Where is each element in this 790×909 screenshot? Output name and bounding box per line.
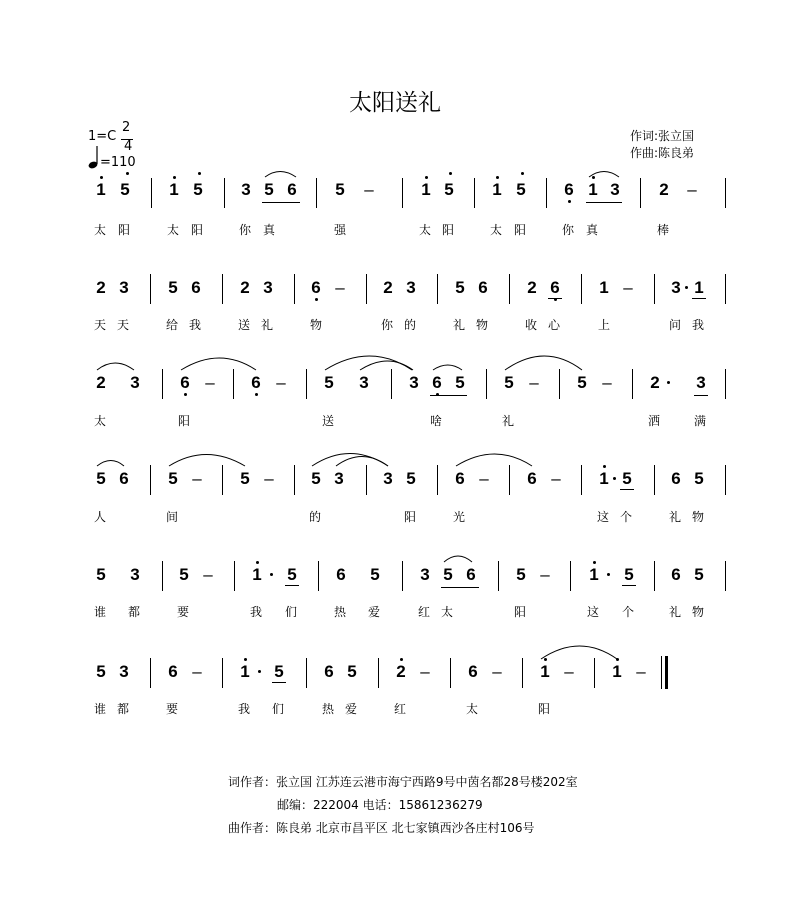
lyric: 这 [587, 605, 600, 619]
note: 1 [96, 180, 106, 199]
note: 2 [383, 278, 393, 297]
note: 2 [96, 278, 106, 297]
lyric: 阳 [404, 510, 417, 524]
note: 1 [599, 469, 609, 488]
lyric: 物 [692, 605, 705, 619]
lyric: 谁 [94, 702, 107, 716]
key-signature: 1=C [88, 129, 117, 144]
note: 1 [252, 565, 262, 584]
note: 6 [550, 278, 560, 297]
note: 5 [274, 662, 284, 681]
note: 5 [622, 469, 632, 488]
note: 5 [455, 278, 465, 297]
note: 5 [264, 180, 274, 199]
lyric: 真 [586, 223, 599, 237]
lyric: 太 [94, 414, 107, 428]
note: 5 [324, 373, 334, 392]
lyric: 问 [669, 318, 682, 332]
note: 5 [168, 278, 178, 297]
lyric: 阳 [178, 414, 191, 428]
lyric: 满 [694, 414, 707, 428]
note: 3 [383, 469, 393, 488]
lyric: 太 [466, 702, 479, 716]
note: 5 [694, 469, 704, 488]
note: 5 [193, 180, 203, 199]
note: 5 [96, 662, 106, 681]
song-title: 太阳送礼 [349, 90, 441, 116]
note: 5 [311, 469, 321, 488]
lyric: 爱 [345, 702, 358, 716]
lyric: 礼 [502, 414, 515, 428]
note: 5 [96, 469, 106, 488]
lyric: 太 [419, 223, 432, 237]
lyric: 棒 [657, 223, 670, 237]
lyric: 上 [598, 318, 611, 332]
note: 3 [241, 180, 251, 199]
lyric: 都 [117, 702, 130, 716]
note: 6 [478, 278, 488, 297]
note: 6 [432, 373, 442, 392]
lyric: 爱 [368, 605, 381, 619]
note: 5 [168, 469, 178, 488]
lyric: 礼 [453, 318, 466, 332]
note: 5 [455, 373, 465, 392]
lyric: 光 [453, 510, 466, 524]
lyric: 们 [272, 702, 285, 716]
note: 5 [624, 565, 634, 584]
lyric: 这 [597, 510, 610, 524]
lyric: 送 [238, 318, 251, 332]
note: 1 [599, 278, 609, 297]
note: 6 [324, 662, 334, 681]
note: 2 [659, 180, 669, 199]
note: 5 [694, 565, 704, 584]
lyric: 洒 [648, 414, 661, 428]
note: 6 [191, 278, 201, 297]
note: 5 [577, 373, 587, 392]
lyric: 收 [525, 318, 538, 332]
lyric: 你 [239, 223, 252, 237]
note: 6 [168, 662, 178, 681]
lyric: 心 [548, 318, 561, 332]
note: 1 [240, 662, 250, 681]
lyric: 强 [334, 223, 347, 237]
note: 5 [179, 565, 189, 584]
note: 6 [468, 662, 478, 681]
note: 3 [263, 278, 273, 297]
note: 6 [671, 469, 681, 488]
note: 6 [251, 373, 261, 392]
note: 2 [527, 278, 537, 297]
lyricist-contact: 邮编：222004 电话：15861236279 [277, 798, 483, 812]
lyric: 热 [334, 605, 347, 619]
note: 3 [406, 278, 416, 297]
note: 3 [334, 469, 344, 488]
lyric: 送 [322, 414, 335, 428]
note: 6 [336, 565, 346, 584]
composer-address: 曲作者：陈良弟 北京市昌平区 北七家镇西沙各庄村106号 [228, 821, 535, 835]
note: 3 [409, 373, 419, 392]
lyric: 太 [441, 605, 454, 619]
note: 1 [694, 278, 704, 297]
lyric: 太 [94, 223, 107, 237]
lyric: 给 [166, 318, 179, 332]
note: 3 [671, 278, 681, 297]
note: 6 [671, 565, 681, 584]
note: 6 [564, 180, 574, 199]
note: 5 [443, 565, 453, 584]
note: 2 [650, 373, 660, 392]
note: 5 [287, 565, 297, 584]
lyric: 我 [189, 318, 202, 332]
note: 5 [406, 469, 416, 488]
lyric: 人 [94, 510, 107, 524]
note: 1 [612, 662, 622, 681]
note: 3 [420, 565, 430, 584]
lyric: 要 [166, 702, 179, 716]
lyric: 物 [692, 510, 705, 524]
lyric: 真 [263, 223, 276, 237]
note: 3 [119, 278, 129, 297]
note: 1 [588, 180, 598, 199]
lyric: 都 [128, 605, 141, 619]
lyric: 的 [404, 318, 417, 332]
note: 3 [610, 180, 620, 199]
note: 1 [492, 180, 502, 199]
note: 5 [516, 180, 526, 199]
lyric: 天 [94, 318, 107, 332]
lyric: 阳 [118, 223, 131, 237]
note: 1 [169, 180, 179, 199]
note: 6 [180, 373, 190, 392]
lyric: 阳 [514, 223, 527, 237]
note: 5 [504, 373, 514, 392]
note: 3 [130, 565, 140, 584]
lyric: 谁 [94, 605, 107, 619]
note: 3 [359, 373, 369, 392]
note: 2 [240, 278, 250, 297]
composer-credit: 作曲:陈良弟 [630, 146, 695, 160]
time-signature-top: 2 [122, 120, 131, 135]
note: 6 [287, 180, 297, 199]
lyric: 个 [622, 605, 635, 619]
lyric: 们 [285, 605, 298, 619]
note: 1 [589, 565, 599, 584]
note: 3 [696, 373, 706, 392]
lyric: 礼 [669, 605, 682, 619]
lyricist-credit: 作词:张立国 [630, 129, 695, 143]
lyric: 礼 [669, 510, 682, 524]
lyric: 阳 [514, 605, 527, 619]
lyric: 物 [310, 318, 323, 332]
lyric: 阳 [191, 223, 204, 237]
lyric: 的 [309, 510, 322, 524]
note: 5 [444, 180, 454, 199]
note: 6 [466, 565, 476, 584]
note: 5 [347, 662, 357, 681]
lyricist-address: 词作者：张立国 江苏连云港市海宁西路9号中茵名都28号楼202室 [228, 775, 578, 789]
lyric: 红 [418, 605, 431, 619]
lyric: 你 [381, 318, 394, 332]
note: 2 [396, 662, 406, 681]
note: 3 [119, 662, 129, 681]
note: 6 [455, 469, 465, 488]
note: 1 [421, 180, 431, 199]
lyric: 太 [490, 223, 503, 237]
note: 6 [527, 469, 537, 488]
note: 5 [120, 180, 130, 199]
lyric: 啥 [430, 414, 443, 428]
lyric: 红 [394, 702, 407, 716]
note: 6 [119, 469, 129, 488]
lyric: 个 [620, 510, 633, 524]
lyric: 太 [167, 223, 180, 237]
lyric: 我 [692, 318, 705, 332]
time-signature-bottom: 4 [124, 139, 133, 154]
note: 3 [130, 373, 140, 392]
lyric: 天 [117, 318, 130, 332]
note: 1 [540, 662, 550, 681]
lyric: 礼 [261, 318, 274, 332]
note: 5 [96, 565, 106, 584]
note: 5 [516, 565, 526, 584]
note: 5 [240, 469, 250, 488]
note: 6 [311, 278, 321, 297]
lyric: 你 [562, 223, 575, 237]
tempo-marking: =110 [100, 155, 136, 170]
note: 5 [335, 180, 345, 199]
lyric: 阳 [442, 223, 455, 237]
note: 2 [96, 373, 106, 392]
lyric: 物 [476, 318, 489, 332]
lyric: 热 [322, 702, 335, 716]
lyric: 间 [166, 510, 179, 524]
lyric: 我 [250, 605, 263, 619]
lyric: 我 [238, 702, 251, 716]
lyric: 阳 [538, 702, 551, 716]
lyric: 要 [177, 605, 190, 619]
note: 5 [370, 565, 380, 584]
